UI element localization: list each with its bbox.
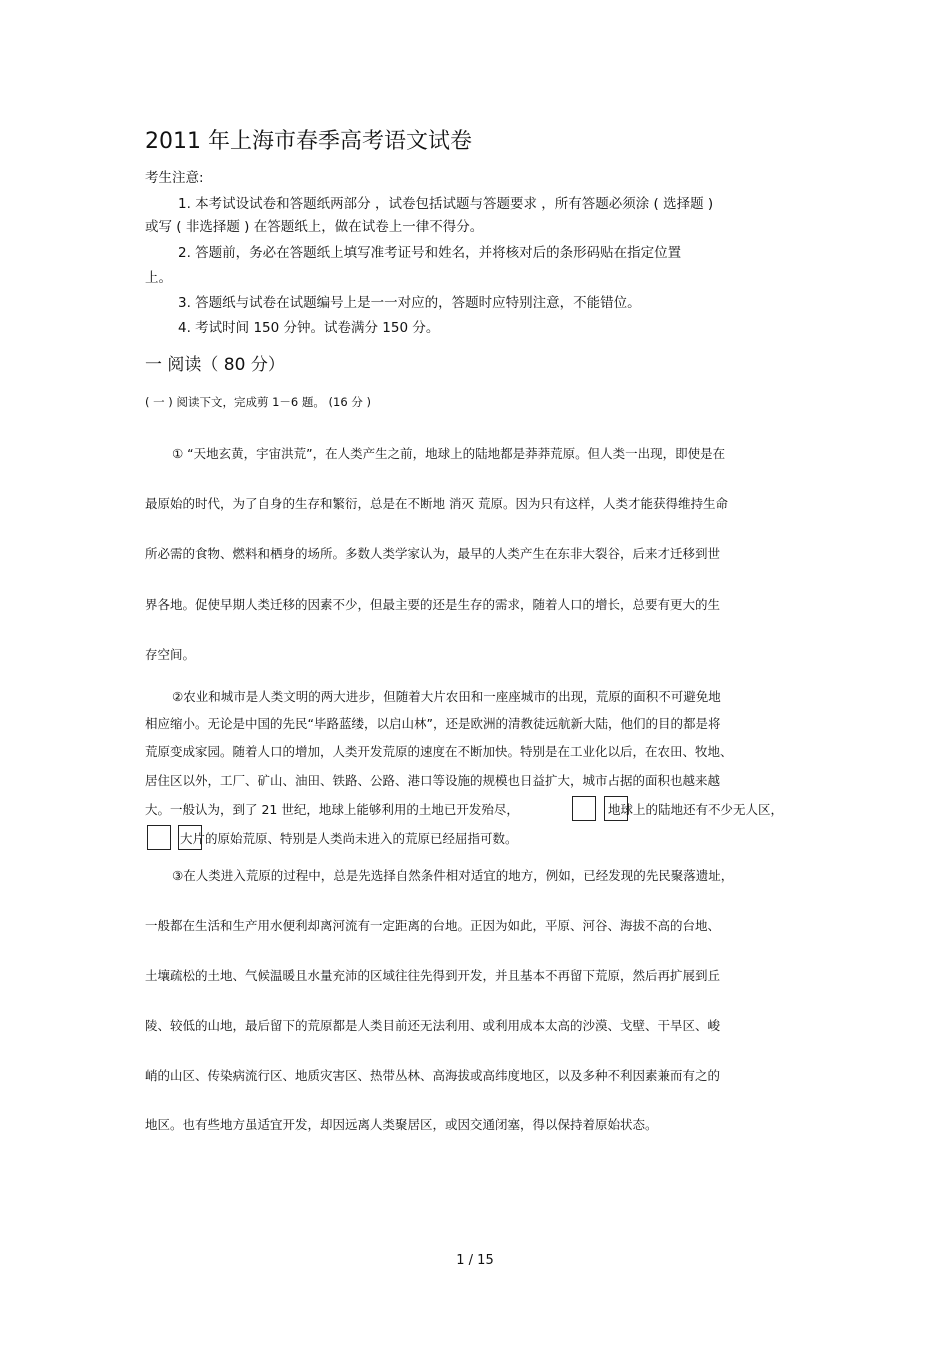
para3-line-1: ③在人类进入荒原的过程中，总是先选择自然条件相对适宜的地方，例如，已经发现的先民聚落遗址， <box>172 868 734 883</box>
notice-item-4: 4. 考试时间 150 分钟。试卷满分 150 分。 <box>178 320 440 336</box>
para2-line-2: 相应缩小。无论是中国的先民“毕路蓝缕，以启山林”，还是欧洲的清教徒远航新大陆，他们的目的都是将 <box>145 716 721 731</box>
para3-line-2: 一般都在生活和生产用水便利却离河流有一定距离的台地。正因为如此，平原、河谷、海拔不高的台地、 <box>145 918 721 933</box>
para2-line-6: 大片的原始荒原、特别是人类尚未进入的荒原已经屈指可数。 <box>180 831 518 846</box>
para2-line-3: 荒原变成家园。随着人口的增加，人类开发荒原的速度在不断加快。特别是在工业化以后，在农田、牧地、 <box>145 744 733 759</box>
para3-line-5: 峭的山区、传染病流行区、地质灾害区、热带丛林、高海拔或高纬度地区，以及多种不利因素兼而有之的 <box>145 1068 721 1083</box>
subsection-heading: ( 一 ) 阅读下文，完成剪 1－6 题。 (16 分 ) <box>145 395 371 409</box>
para2-line-5: 大。一般认为，到了 21 世纪，地球上能够利用的土地已开发殆尽， <box>145 802 519 817</box>
page-number: 1 / 15 <box>456 1253 494 1268</box>
blank-box <box>147 825 171 850</box>
para1-line-1: ① “天地玄黄，宇宙洪荒”，在人类产生之前，地球上的陆地都是莽莽荒原。但人类一出现，即使是在 <box>172 446 726 461</box>
para1-line-3: 所必需的食物、燃料和栖身的场所。多数人类学家认为，最早的人类产生在东非大裂谷，后来才迁移到世 <box>145 546 721 561</box>
notice-item-1: 1. 本考试设试卷和答题纸两部分 ，试卷包括试题与答题要求 ，所有答题必须涂 ( 选择题 ) <box>178 196 714 212</box>
section-heading: 一 阅读（ 80 分） <box>145 355 285 375</box>
para1-line-4: 界各地。促使早期人类迁移的因素不少，但最主要的还是生存的需求，随着人口的增长，总要有更大的生 <box>145 597 721 612</box>
document-title: 2011 年上海市春季高考语文试卷 <box>145 129 472 154</box>
notice-item-2: 2. 答题前，务必在答题纸上填写准考证号和姓名，并将核对后的条形码贴在指定位置 <box>178 245 682 261</box>
notice-heading: 考生注意: <box>145 170 204 186</box>
para1-line-2: 最原始的时代，为了自身的生存和繁衍，总是在不断地 消灭 荒原。因为只有这样，人类才能获得维持生命 <box>145 496 728 511</box>
notice-item-3: 3. 答题纸与试卷在试题编号上是一一对应的，答题时应特别注意，不能错位。 <box>178 295 641 311</box>
para2-line-5-end: 地球上的陆地还有不少无人区， <box>608 802 784 817</box>
para1-line-5: 存空间。 <box>145 647 196 662</box>
para3-line-4: 陵、较低的山地，最后留下的荒原都是人类目前还无法利用、或利用成本太高的沙漠、戈壁、干旱区、峻 <box>145 1018 721 1033</box>
para2-line-4: 居住区以外，工厂、矿山、油田、铁路、公路、港口等设施的规模也日益扩大，城市占据的面积也越来越 <box>145 773 721 788</box>
para2-line-1: ②农业和城市是人类文明的两大进步，但随着大片农田和一座座城市的出现，荒原的面积不可避免地 <box>172 689 721 704</box>
notice-item-1-cont: 或写 ( 非选择题 ) 在答题纸上，做在试卷上一律不得分。 <box>145 219 484 235</box>
para3-line-6: 地区。也有些地方虽适宜开发，却因远离人类聚居区，或因交通闭塞，得以保持着原始状态。 <box>145 1117 658 1132</box>
notice-item-2-cont: 上。 <box>145 270 172 286</box>
blank-box <box>572 796 596 821</box>
para3-line-3: 土壤疏松的土地、气候温暖且水量充沛的区域往往先得到开发，并且基本不再留下荒原，然后再扩展到丘 <box>145 968 721 983</box>
